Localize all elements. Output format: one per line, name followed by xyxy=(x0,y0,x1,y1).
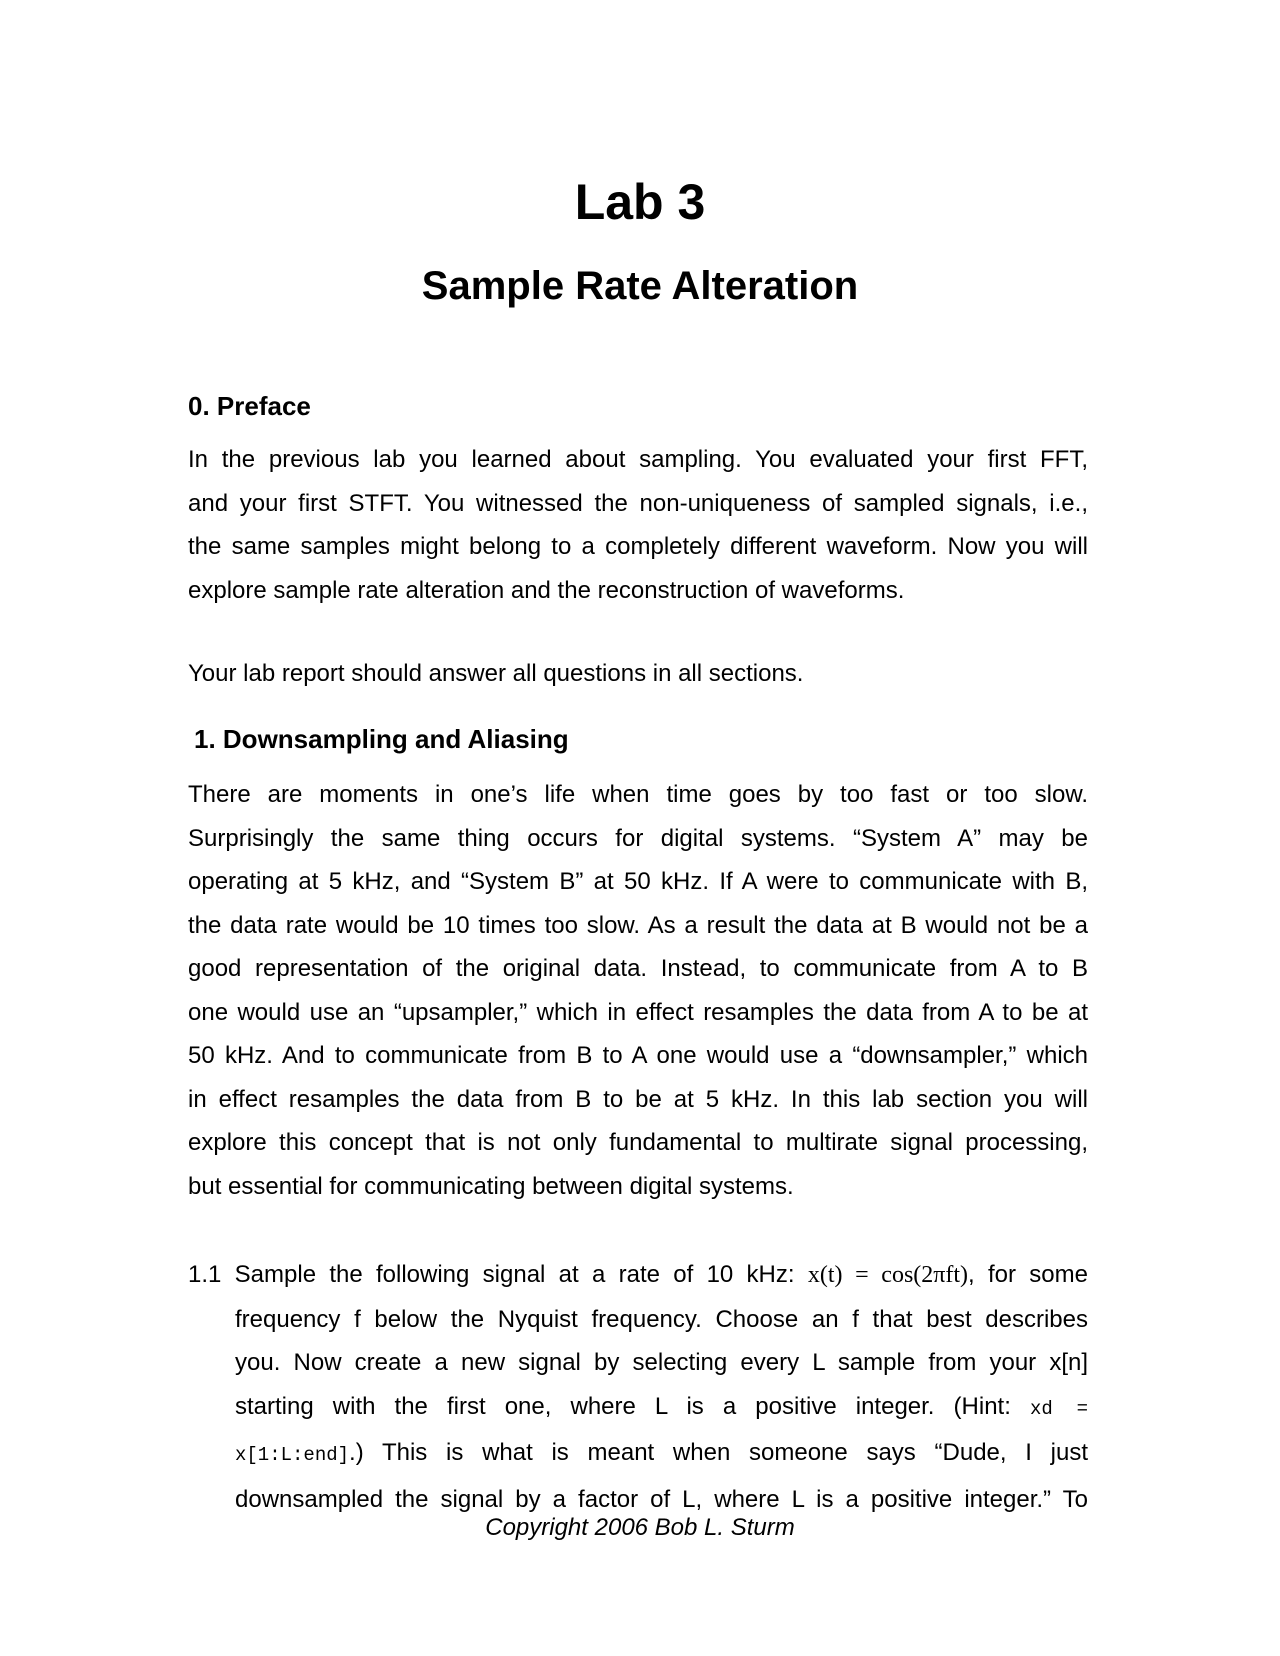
section1-line: the data rate would be 10 times too slow. As a result the data at B would not be a xyxy=(188,911,1088,939)
exercise-hint-line xyxy=(188,1385,1088,1432)
report-instruction: Your lab report should answer all questions in all sections. xyxy=(188,660,804,687)
section1-line: operating at 5 kHz, and “System B” at 50 kHz. If A were to communicate with B, xyxy=(188,868,1088,895)
preface-line: and your first STFT. You witnessed the non-uniqueness of sampled signals, i.e., xyxy=(188,489,1088,517)
copyright-footer: Copyright 2006 Bob L. Sturm xyxy=(485,1514,795,1541)
exercise-line: frequency f below the Nyquist frequency. Choose an f that best describes xyxy=(235,1305,1088,1333)
section1-line: one would use an “upsampler,” which in effect resamples the data from A to be at xyxy=(188,998,1088,1026)
exercise-line: you. Now create a new signal by selecting every L sample from your x[n] xyxy=(235,1349,1088,1376)
exercise-line: downsampled the signal by a factor of L, where L is a positive integer.” To xyxy=(235,1485,1088,1513)
preface-line: the same samples might belong to a completely different waveform. Now you will xyxy=(188,533,1088,560)
exercise-line xyxy=(188,1431,1088,1478)
section1-heading: 1. Downsampling and Aliasing xyxy=(194,724,569,754)
preface-paragraph xyxy=(188,438,1088,612)
preface-heading: 0. Preface xyxy=(188,391,311,421)
lab-subtitle: Sample Rate Alteration xyxy=(421,264,859,308)
section1-line: There are moments in one’s life when time goes by too fast or too slow. xyxy=(188,781,1088,808)
signal-formula: x(t) = cos(2πft) xyxy=(807,1262,969,1288)
section1-line: Surprisingly the same thing occurs for digital systems. “System A” may be xyxy=(188,824,1088,852)
exercise-text: Sample the following signal at a rate of 10 kHz: xyxy=(234,1261,795,1288)
section1-line: good representation of the original data. Instead, to communicate from A to B xyxy=(188,955,1088,982)
exercise-number: 1.1 xyxy=(188,1261,222,1288)
hint-code: x[1:L:end] xyxy=(235,1444,350,1466)
exercise-1-1 xyxy=(188,1253,1088,1521)
exercise-text: starting with the first one, where L is a positive integer. (Hint: xyxy=(235,1392,1011,1420)
lab-title: Lab 3 xyxy=(574,174,706,230)
preface-line: In the previous lab you learned about sampling. You evaluated your first FFT, xyxy=(188,446,1088,473)
section1-line: explore this concept that is not only fundamental to multirate signal processing, xyxy=(188,1129,1088,1156)
hint-code: xd = xyxy=(1029,1397,1088,1420)
exercise-text: , for some xyxy=(968,1261,1088,1288)
preface-line: explore sample rate alteration and the reconstruction of waveforms. xyxy=(188,576,905,604)
section1-paragraph xyxy=(188,773,1088,1208)
section1-line: 50 kHz. And to communicate from B to A one would use a “downsampler,” which xyxy=(188,1042,1088,1069)
exercise-text: .) This is what is meant when someone says “Dude, I just xyxy=(349,1439,1088,1466)
exercise-first-line xyxy=(188,1253,1088,1298)
section1-line: in effect resamples the data from B to be at 5 kHz. In this lab section you will xyxy=(188,1085,1088,1113)
section1-line: but essential for communicating between digital systems. xyxy=(188,1172,794,1200)
